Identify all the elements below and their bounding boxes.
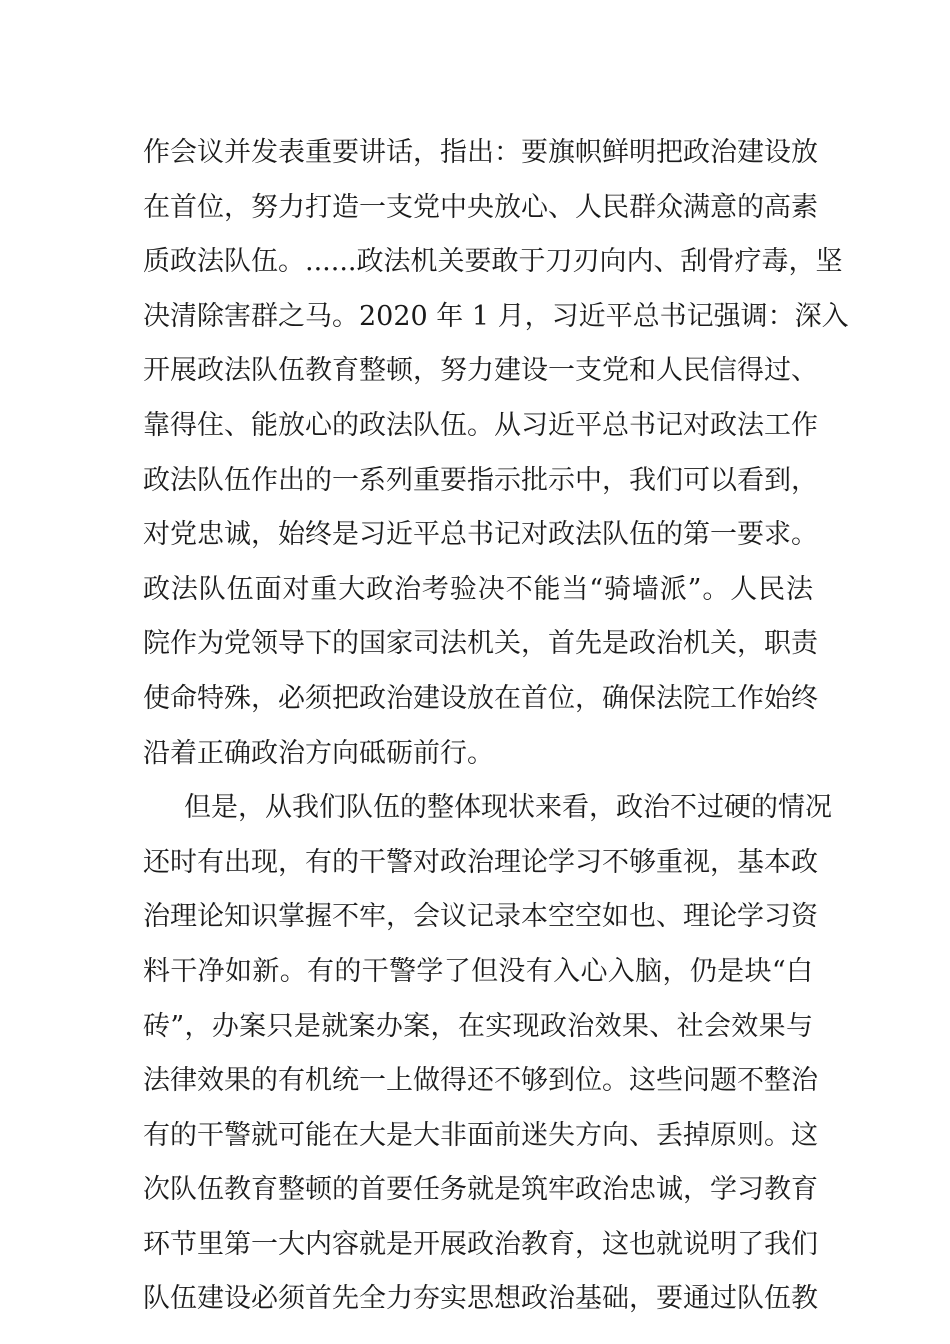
text-line: 有的干警就可能在大是大非面前迷失方向、丢掉原则。这 <box>143 1119 818 1151</box>
text-line: 但是，从我们队伍的整体现状来看，政治不过硬的情况 <box>184 792 832 824</box>
text-line: 次队伍教育整顿的首要任务就是筑牢政治忠诚，学习教育 <box>143 1174 818 1206</box>
body-text <box>143 126 849 1327</box>
text-line: 政法队伍面对重大政治考验决不能当“骑墙派”。人民法 <box>143 573 813 605</box>
text-line: 在首位，努力打造一支党中央放心、人民群众满意的高素 <box>143 191 818 223</box>
paragraph-1 <box>143 126 849 781</box>
text-line: 决清除害群之马。2020 年 1 月，习近平总书记强调：深入 <box>143 300 849 332</box>
text-line: 靠得住、能放心的政法队伍。从习近平总书记对政法工作 <box>143 409 818 441</box>
text-line: 沿着正确政治方向砥砺前行。 <box>143 737 494 769</box>
text-line: 砖”，办案只是就案办案，在实现政治效果、社会效果与 <box>143 1010 813 1042</box>
text-line: 质政法队伍。......政法机关要敢于刀刃向内、刮骨疗毒，坚 <box>143 246 843 278</box>
text-line: 队伍建设必须首先全力夯实思想政治基础，要通过队伍教 <box>143 1283 818 1315</box>
text-line: 政法队伍作出的一系列重要指示批示中，我们可以看到， <box>143 464 818 496</box>
text-line: 法律效果的有机统一上做得还不够到位。这些问题不整治 <box>143 1065 818 1097</box>
paragraph-2 <box>143 781 832 1327</box>
text-line: 料干净如新。有的干警学了但没有入心入脑，仍是块“白 <box>143 955 813 987</box>
text-line: 使命特殊，必须把政治建设放在首位，确保法院工作始终 <box>143 682 818 714</box>
text-line: 对党忠诚，始终是习近平总书记对政法队伍的第一要求。 <box>143 519 818 551</box>
text-line: 院作为党领导下的国家司法机关，首先是政治机关，职责 <box>143 628 818 660</box>
text-line: 作会议并发表重要讲话，指出：要旗帜鲜明把政治建设放 <box>143 137 818 168</box>
text-line: 还时有出现，有的干警对政治理论学习不够重视，基本政 <box>143 846 818 878</box>
text-line: 环节里第一大内容就是开展政治教育，这也就说明了我们 <box>143 1228 818 1260</box>
text-line: 治理论知识掌握不牢，会议记录本空空如也、理论学习资 <box>143 901 818 933</box>
text-line: 开展政法队伍教育整顿，努力建设一支党和人民信得过、 <box>143 355 818 387</box>
